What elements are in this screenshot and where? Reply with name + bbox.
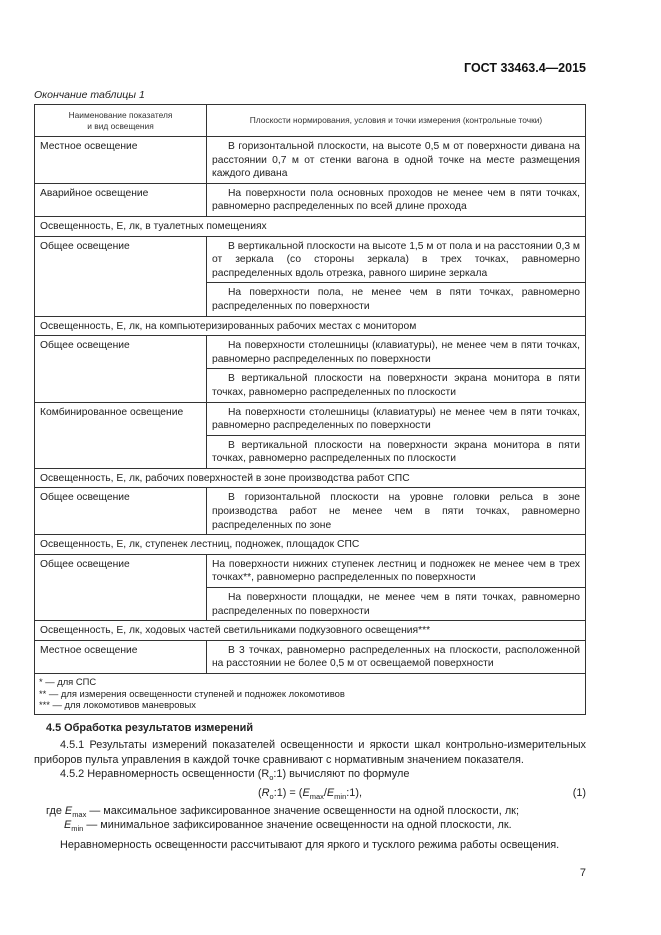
- footnote: *** — для локомотивов маневровых: [39, 699, 196, 710]
- footnote: * — для СПС: [39, 676, 97, 687]
- table-row: [35, 137, 586, 184]
- p452-sub: o: [269, 773, 274, 782]
- where-symbol: E: [64, 804, 73, 817]
- table-row: [35, 488, 586, 535]
- indicator-name: Аварийное освещение: [35, 183, 207, 216]
- f-part: :1),: [346, 786, 363, 799]
- column-header-indicator: [35, 105, 207, 137]
- where-sub: max: [72, 809, 87, 819]
- table-section-row: [35, 316, 586, 336]
- where-symbol: E: [64, 819, 72, 831]
- measurement-description: На поверхности нижних ступенек лестниц и подножек не менее чем в трех точках**, равномерно распределенных по поверхности: [207, 554, 586, 587]
- section-title: Освещенность, Е, лк, ступенек лестниц, подножек, площадок СПС: [35, 535, 586, 555]
- measurement-description: В горизонтальной плоскости на уровне головки рельса в зоне производства работ не менее чем в пяти точках, равномерно распределенных по зоне: [207, 488, 586, 535]
- f-E: E: [302, 786, 310, 799]
- measurement-description: В вертикальной плоскости на поверхности экрана монитора в пяти точках, равномерно распределенных по плоскости: [207, 435, 586, 468]
- where-emin: [46, 818, 586, 833]
- formula-1: [34, 782, 586, 804]
- where-emax: [46, 804, 586, 819]
- f-part: :1) = (: [273, 786, 303, 799]
- section-title: Освещенность, Е, лк, ходовых частей светильниками подкузовного освещения***: [35, 621, 586, 641]
- where-prefix: где: [46, 804, 65, 817]
- f-part: (: [258, 786, 262, 799]
- formula-expression: [258, 782, 362, 804]
- column-header-planes: Плоскости нормирования, условия и точки измерения (контрольные точки): [207, 105, 586, 137]
- measurement-description: На поверхности пола основных проходов не менее чем в пяти точках, равномерно распределенных по всей длине прохода: [207, 183, 586, 216]
- table-row: [35, 640, 586, 673]
- table-section-row: [35, 621, 586, 641]
- footnotes-row: [35, 674, 586, 715]
- f-part: /: [323, 786, 327, 799]
- where-sub: min: [71, 824, 84, 833]
- indicator-name: Общее освещение: [35, 236, 207, 316]
- f-E-sub: min: [334, 791, 347, 801]
- where-text: — минимальное зафиксированное значение освещенности на одной плоскости, лк.: [83, 819, 512, 831]
- document-code: ГОСТ 33463.4—2015: [464, 61, 586, 75]
- measurement-description: В горизонтальной плоскости, на высоте 0,5 м от поверхности дивана на расстоянии 0,7 м от стенки вагона в одной точке на месте размещения каждого дивана: [207, 137, 586, 184]
- paragraph-4-5-2: [60, 767, 586, 782]
- section-4-5: [34, 721, 586, 853]
- indicator-name: Местное освещение: [35, 137, 207, 184]
- measurement-description: На поверхности пола, не менее чем в пяти точках, равномерно распределенных по поверхности: [207, 283, 586, 316]
- table-section-row: [35, 216, 586, 236]
- section-title: Освещенность, Е, лк, в туалетных помещениях: [35, 216, 586, 236]
- table-row: [35, 554, 586, 587]
- page-number: 7: [579, 867, 586, 879]
- f-R-sub: o: [269, 791, 274, 801]
- formula-number: (1): [572, 786, 586, 799]
- table-caption: Окончание таблицы 1: [34, 89, 145, 101]
- paragraph-nonuniformity: Неравномерность освещенности рассчитывают для яркого и тусклого режима работы освещения.: [60, 838, 560, 851]
- measurement-points-table: [34, 104, 586, 715]
- measurement-description: В вертикальной плоскости на поверхности экрана монитора в пяти точках, равномерно распределенных по плоскости: [207, 369, 586, 402]
- measurement-description: В 3 точках, равномерно распределенных на плоскости, расположенной на расстоянии не более 0,5 м от освещаемой поверхности: [207, 640, 586, 673]
- table-row: [35, 236, 586, 283]
- section-heading: 4.5 Обработка результатов измерений: [46, 721, 254, 734]
- paragraph-4-5-1: 4.5.1 Результаты измерений показателей освещенности и яркости шкал контрольно-измерительных приборов пульта управления в каждой точке сравнивают с нормативным значением показателя.: [34, 739, 586, 766]
- table-row: [35, 336, 586, 369]
- indicator-name: Общее освещение: [35, 488, 207, 535]
- p452-text-end: :1) вычисляют по формуле: [273, 768, 410, 780]
- measurement-description: На поверхности столешницы (клавиатуры), не менее чем в пяти точках, равномерно распределенных по поверхности: [207, 336, 586, 369]
- measurement-description: На поверхности столешницы (клавиатуры) не менее чем в пяти точках, равномерно распределенных по поверхности: [207, 402, 586, 435]
- indicator-name: Комбинированное освещение: [35, 402, 207, 468]
- section-title: Освещенность, Е, лк, на компьютеризированных рабочих местах с монитором: [35, 316, 586, 336]
- measurement-description: В вертикальной плоскости на высоте 1,5 м от пола и на расстоянии 0,3 м от зеркала (со стороны зеркала) в трех точках, равномерно распределенных вдоль отрезка, равного ширине зеркала: [207, 236, 586, 283]
- section-title: Освещенность, Е, лк, рабочих поверхностей в зоне производства работ СПС: [35, 468, 586, 488]
- where-text: — максимальное зафиксированное значение освещенности на одной плоскости, лк;: [86, 804, 519, 817]
- footnote: ** — для измерения освещенности ступеней и подножек локомотивов: [39, 687, 345, 699]
- indicator-name: Общее освещение: [35, 336, 207, 402]
- table-section-row: [35, 535, 586, 555]
- measurement-description: На поверхности площадки, не менее чем в пяти точках, равномерно распределенных по поверхности: [207, 588, 586, 621]
- indicator-name: Местное освещение: [35, 640, 207, 673]
- f-E: E: [326, 786, 335, 799]
- indicator-name: Общее освещение: [35, 554, 207, 620]
- column-header-text: Наименование показателя и вид освещения: [68, 109, 173, 131]
- f-R: R: [261, 786, 270, 799]
- p452-text: 4.5.2 Неравномерность освещенности (R: [60, 768, 270, 780]
- footnotes: [35, 674, 586, 715]
- table-header-row: [35, 105, 586, 137]
- table-row: [35, 402, 586, 435]
- f-E-sub: max: [309, 791, 324, 801]
- table-section-row: [35, 468, 586, 488]
- table-row: [35, 183, 586, 216]
